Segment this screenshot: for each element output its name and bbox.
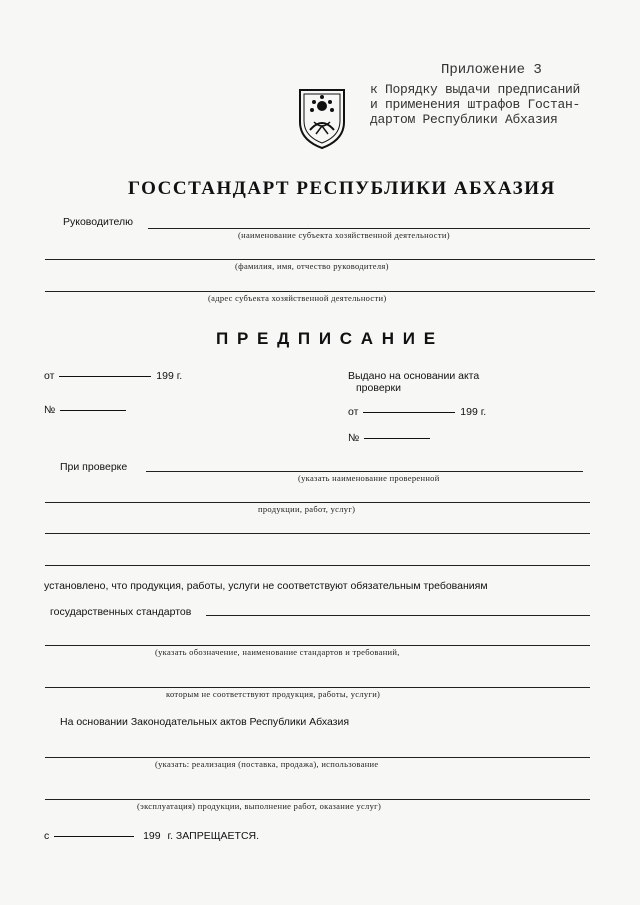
coat-of-arms-emblem xyxy=(296,86,348,150)
act-date-field[interactable] xyxy=(363,412,455,413)
addressee-label: Руководителю xyxy=(63,216,134,228)
act-date-year: 199 г. xyxy=(460,406,487,418)
order-date-year: 199 г. xyxy=(156,370,183,382)
legal-caption-2: (эксплуатация) продукции, выполнение работ, оказание услуг) xyxy=(137,801,382,811)
addressee-address-caption: (адрес субъекта хозяйственной деятельности) xyxy=(208,293,387,303)
addressee-entity-line[interactable] xyxy=(148,228,590,229)
inspection-caption-1: (указать наименование проверенной xyxy=(298,473,440,483)
addressee-address-line[interactable] xyxy=(45,291,595,292)
act-number-field[interactable] xyxy=(364,438,430,439)
legal-caption-1: (указать: реализация (поставка, продажа), использование xyxy=(155,759,379,769)
order-date-field[interactable] xyxy=(59,376,151,377)
addressee-entity-caption: (наименование субъекта хозяйственной деятельности) xyxy=(238,230,450,240)
appendix-title: Приложение 3 xyxy=(441,62,542,78)
prohibition-date-field[interactable] xyxy=(54,836,134,837)
inspection-line-4[interactable] xyxy=(45,565,590,566)
prohibition-text: г. ЗАПРЕЩАЕТСЯ. xyxy=(167,830,260,842)
act-date-row xyxy=(348,406,486,418)
finding-sentence: установлено, что продукция, работы, услуги не соответствуют обязательным требованиям xyxy=(44,580,488,592)
act-number-label: № xyxy=(348,432,360,444)
inspection-line-3[interactable] xyxy=(45,533,590,534)
prohibition-year: 199 xyxy=(143,830,161,842)
document-title: П Р Е Д П И С А Н И Е xyxy=(216,329,438,348)
appendix-line-3: дартом Республики Абхазия xyxy=(370,112,558,127)
org-heading: ГОССТАНДАРТ РЕСПУБЛИКИ АБХАЗИЯ xyxy=(128,178,556,199)
order-number-row xyxy=(44,404,128,416)
appendix-line-1: к Порядку выдачи предписаний xyxy=(370,82,581,97)
standards-caption-1: (указать обозначение, наименование стандартов и требований, xyxy=(155,647,400,657)
standards-label: государственных стандартов xyxy=(50,606,192,618)
legal-basis-text: На основании Законодательных актов Республики Абхазия xyxy=(60,716,350,728)
act-date-label: от xyxy=(348,406,359,418)
addressee-name-line[interactable] xyxy=(45,259,595,260)
order-date-row xyxy=(44,370,182,382)
issued-basis-line-2: проверки xyxy=(356,382,401,394)
addressee-name-caption: (фамилия, имя, отчество руководителя) xyxy=(235,261,389,271)
appendix-line-2: и применения штрафов Гостан- xyxy=(370,97,581,112)
legal-line-1[interactable] xyxy=(45,757,590,758)
standards-line-2[interactable] xyxy=(45,645,590,646)
inspection-caption-2: продукции, работ, услуг) xyxy=(258,504,356,514)
inspection-label: При проверке xyxy=(60,461,128,473)
standards-caption-2: которым не соответствуют продукция, работы, услуги) xyxy=(166,689,381,699)
legal-line-2[interactable] xyxy=(45,799,590,800)
standards-line-1[interactable] xyxy=(206,615,590,616)
inspection-line-2[interactable] xyxy=(45,502,590,503)
issued-basis-line-1: Выдано на основании акта xyxy=(348,370,480,382)
prohibition-from-label: с xyxy=(44,830,50,842)
order-number-label: № xyxy=(44,404,56,416)
inspection-line-1[interactable] xyxy=(146,471,583,472)
standards-line-3[interactable] xyxy=(45,687,590,688)
act-number-row xyxy=(348,432,432,444)
order-number-field[interactable] xyxy=(60,410,126,411)
prohibition-row xyxy=(44,830,259,842)
order-date-label: от xyxy=(44,370,55,382)
